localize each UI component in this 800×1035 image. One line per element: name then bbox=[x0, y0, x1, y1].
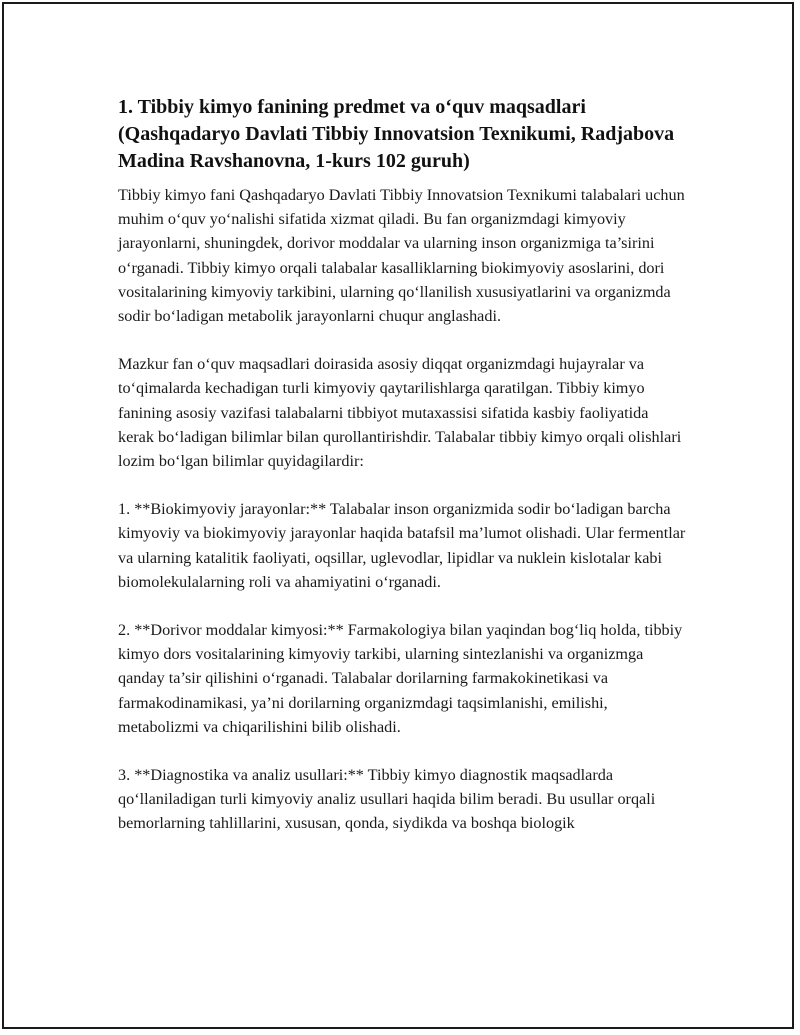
paragraph-goals: Mazkur fan o‘quv maqsadlari doirasida asosiy diqqat organizmdagi hujayralar va to‘qimalarda kechadigan turli kimyoviy qaytarilishlarga qaratilgan. Tibbiy kimyo fanining asosiy vazifasi talabalarni tibbiyot mutaxassisi sifatida kasbiy faoliyatida kerak bo‘ladigan bilimlar bilan qurollantirishdir. Talabalar tibbiy kimyo orqali olishlari lozim bo‘lgan bilimlar quyidagilardir: bbox=[118, 355, 682, 471]
paragraph-item-biochemistry: 1. **Biokimyoviy jarayonlar:** Talabalar inson organizmida sodir bo‘ladigan barcha kimyoviy va biokimyoviy jarayonlar haqida batafsil ma’lumot olishadi. Ular fermentlar va ularning katalitik faoliyati, oqsillar, uglevodlar, lipidlar va nuklein kislotalar kabi biomolekulalarning roli va ahamiyatini o‘rganadi. bbox=[118, 500, 686, 591]
document-title: 1. Tibbiy kimyo fanining predmet va o‘quv maqsadlari (Qashqadaryo Davlati Tibbiy Innovatsion Texnikumi, Radjabova Madina Ravshanovna, 1-kurs 102 guruh) bbox=[118, 96, 675, 172]
paragraph-item-drug-chemistry: 2. **Dorivor moddalar kimyosi:** Farmakologiya bilan yaqindan bog‘liq holda, tibbiy kimyo dors vositalarining kimyoviy tarkibi, ularning sintezlanishi va organizmga qanday ta’sir qilishini o‘rganadi. Talabalar dorilarning farmakokinetikasi va farmakodinamikasi, ya’ni dorilarning organizmdagi taqsimlanishi, emilishi, metabolizmi va chiqarilishini bilib olishadi. bbox=[118, 621, 683, 736]
paragraph-item-diagnostics: 3. **Diagnostika va analiz usullari:** Tibbiy kimyo diagnostik maqsadlarda qo‘llaniladigan turli kimyoviy analiz usullari haqida bilim beradi. Bu usullar orqali bemorlarning tahlillarini, xususan, qonda, siydikda va boshqa biologik bbox=[118, 766, 656, 833]
paragraph-intro: Tibbiy kimyo fani Qashqadaryo Davlati Tibbiy Innovatsion Texnikumi talabalari uchun muhim o‘quv yo‘nalishi sifatida xizmat qiladi. Bu fan organizmdagi kimyoviy jarayonlarni, shuningdek, dorivor moddalar va ularning inson organizmiga ta’sirini o‘rganadi. Tibbiy kimyo orqali talabalar kasalliklarning biokimyoviy asoslarini, dori vositalarining kimyoviy tarkibini, ularning qo‘llanilish xususiyatlarini va organizmda sodir bo‘ladigan metabolik jarayonlarni chuqur anglashadi. bbox=[118, 186, 685, 326]
document-body bbox=[118, 94, 688, 860]
